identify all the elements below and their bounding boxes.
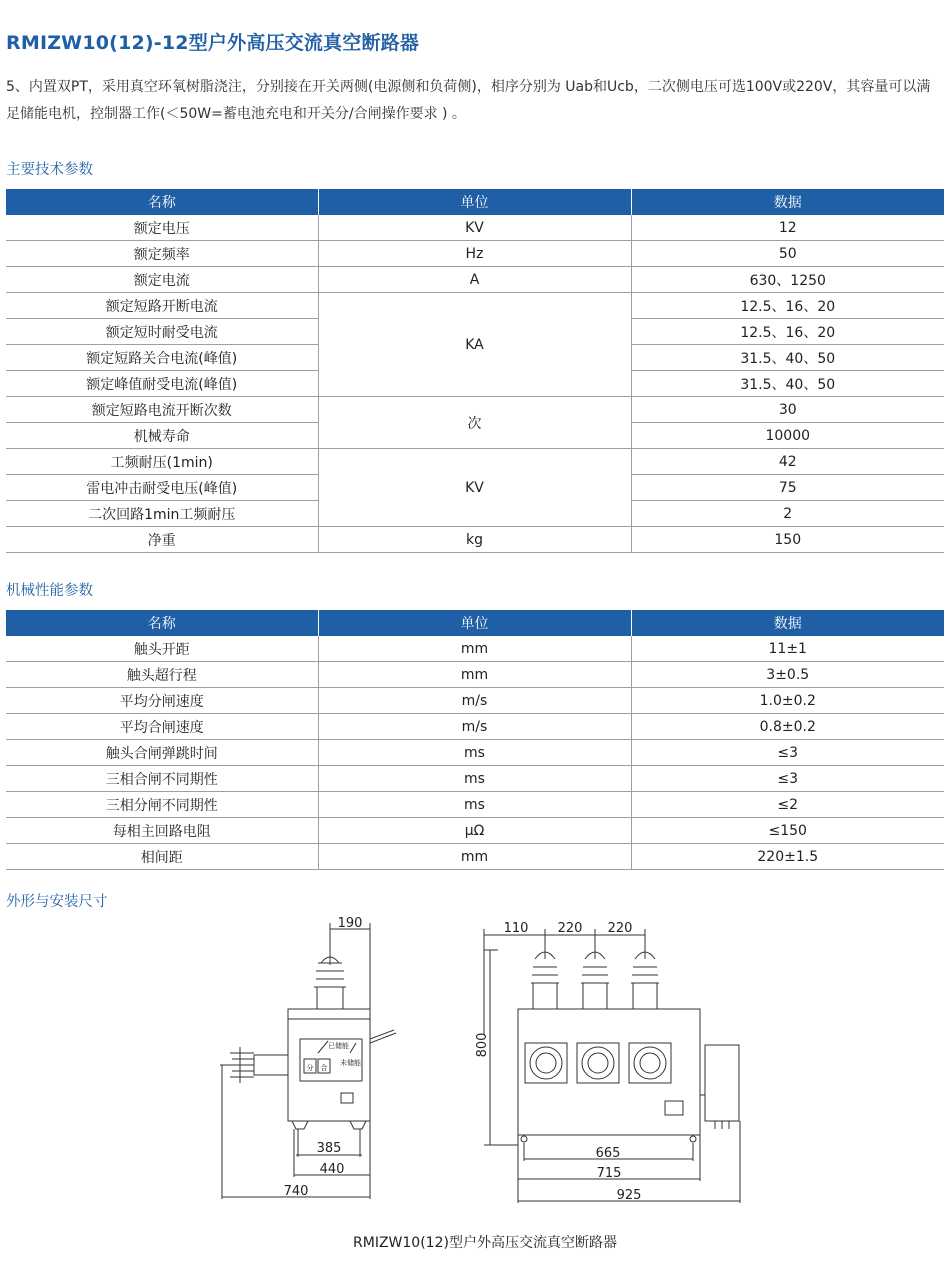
table-header-row	[6, 189, 944, 215]
param-unit: ms	[318, 740, 631, 766]
param-name: 额定短路电流开断次数	[6, 397, 318, 423]
param-name: 额定电压	[6, 215, 318, 241]
param-name: 触头合闸弹跳时间	[6, 740, 318, 766]
panel-unstored-label: 未储能	[340, 1059, 361, 1067]
dim-front-c: 220	[607, 921, 633, 936]
tech-params-table	[6, 189, 944, 553]
param-value: ≤3	[631, 766, 944, 792]
param-name: 额定频率	[6, 241, 318, 267]
param-unit: m/s	[318, 688, 631, 714]
param-unit: m/s	[318, 714, 631, 740]
header-name: 名称	[6, 189, 318, 215]
param-name: 二次回路1min工频耐压	[6, 501, 318, 527]
param-unit: KV	[318, 449, 631, 527]
dim-front-height: 800	[475, 1032, 490, 1058]
section-title-mech: 机械性能参数	[6, 583, 93, 599]
param-value: ≤2	[631, 792, 944, 818]
param-value: 42	[631, 449, 944, 475]
table-row	[6, 215, 944, 241]
param-name: 额定电流	[6, 267, 318, 293]
param-name: 相间距	[6, 844, 318, 870]
table-row	[6, 267, 944, 293]
param-unit: Hz	[318, 241, 631, 267]
header-name: 名称	[6, 610, 318, 636]
dim-front-d1: 665	[595, 1146, 621, 1161]
param-unit: 次	[318, 397, 631, 449]
section-title-dimensions: 外形与安装尺寸	[6, 894, 108, 910]
param-unit: mm	[318, 662, 631, 688]
param-value: 31.5、40、50	[631, 345, 944, 371]
dimension-drawing	[200, 915, 760, 1215]
section-title-tech: 主要技术参数	[6, 162, 93, 178]
param-unit: ms	[318, 792, 631, 818]
param-value: 30	[631, 397, 944, 423]
param-name: 每相主回路电阻	[6, 818, 318, 844]
panel-open-label: 分	[306, 1064, 314, 1072]
table-row	[6, 740, 944, 766]
dim-side-d2: 440	[319, 1162, 345, 1177]
table-row	[6, 397, 944, 423]
dim-side-d3: 740	[283, 1184, 309, 1199]
header-unit: 单位	[318, 189, 631, 215]
table-header-row	[6, 610, 944, 636]
header-value: 数据	[631, 610, 944, 636]
param-unit: KV	[318, 215, 631, 241]
param-value: ≤150	[631, 818, 944, 844]
param-name: 机械寿命	[6, 423, 318, 449]
table-row	[6, 792, 944, 818]
param-name: 触头超行程	[6, 662, 318, 688]
param-name: 净重	[6, 527, 318, 553]
param-name: 额定短路开断电流	[6, 293, 318, 319]
param-name: 三相分闸不同期性	[6, 792, 318, 818]
param-value: 75	[631, 475, 944, 501]
param-name: 额定短时耐受电流	[6, 319, 318, 345]
dim-side-d1: 385	[316, 1141, 342, 1156]
param-value: 0.8±0.2	[631, 714, 944, 740]
param-value: 220±1.5	[631, 844, 944, 870]
table-row	[6, 844, 944, 870]
param-value: 10000	[631, 423, 944, 449]
dim-front-a: 110	[503, 921, 529, 936]
dim-front-d2: 715	[596, 1166, 622, 1181]
param-name: 额定峰值耐受电流(峰值)	[6, 371, 318, 397]
param-value: 11±1	[631, 636, 944, 662]
table-row	[6, 241, 944, 267]
dim-front-b: 220	[557, 921, 583, 936]
side-view	[220, 923, 396, 1199]
figure-caption: RMIZW10(12)型户外高压交流真空断路器	[353, 1235, 617, 1251]
mech-params-table	[6, 610, 944, 870]
param-unit: ms	[318, 766, 631, 792]
page-title: RMIZW10(12)-12型户外高压交流真空断路器	[6, 32, 420, 54]
header-value: 数据	[631, 189, 944, 215]
param-unit: mm	[318, 844, 631, 870]
param-value: 12.5、16、20	[631, 293, 944, 319]
param-name: 平均分闸速度	[6, 688, 318, 714]
param-value: 150	[631, 527, 944, 553]
param-value: 630、1250	[631, 267, 944, 293]
table-row	[6, 662, 944, 688]
param-unit: kg	[318, 527, 631, 553]
param-unit: mm	[318, 636, 631, 662]
param-value: 12	[631, 215, 944, 241]
table-row	[6, 818, 944, 844]
table-row	[6, 688, 944, 714]
param-value: 2	[631, 501, 944, 527]
param-name: 雷电冲击耐受电压(峰值)	[6, 475, 318, 501]
dim-side-top: 190	[337, 916, 363, 931]
table-row	[6, 766, 944, 792]
panel-close-label: 合	[320, 1064, 328, 1072]
intro-paragraph: 5、内置双PT，采用真空环氧树脂浇注，分别接在开关两侧(电源侧和负荷侧)，相序分别为 Uab和Ucb，二次侧电压可选100V或220V，其容量可以满足储能电机，控制器工作(＜50W=蓄电池充电和开关分/合闸操作要求 ) 。	[6, 79, 931, 122]
param-name: 工频耐压(1min)	[6, 449, 318, 475]
param-unit: μΩ	[318, 818, 631, 844]
param-name: 触头开距	[6, 636, 318, 662]
table-row	[6, 527, 944, 553]
header-unit: 单位	[318, 610, 631, 636]
param-value: 12.5、16、20	[631, 319, 944, 345]
param-value: ≤3	[631, 740, 944, 766]
table-row	[6, 449, 944, 475]
param-unit: A	[318, 267, 631, 293]
table-row	[6, 714, 944, 740]
param-name: 额定短路关合电流(峰值)	[6, 345, 318, 371]
param-value: 50	[631, 241, 944, 267]
front-view	[484, 929, 740, 1203]
param-name: 平均合闸速度	[6, 714, 318, 740]
table-row	[6, 293, 944, 319]
param-value: 1.0±0.2	[631, 688, 944, 714]
param-value: 3±0.5	[631, 662, 944, 688]
param-name: 三相合闸不同期性	[6, 766, 318, 792]
param-unit: KA	[318, 293, 631, 397]
param-value: 31.5、40、50	[631, 371, 944, 397]
table-row	[6, 636, 944, 662]
dim-front-d3: 925	[616, 1188, 642, 1203]
panel-stored-label: 已储能	[328, 1042, 349, 1050]
